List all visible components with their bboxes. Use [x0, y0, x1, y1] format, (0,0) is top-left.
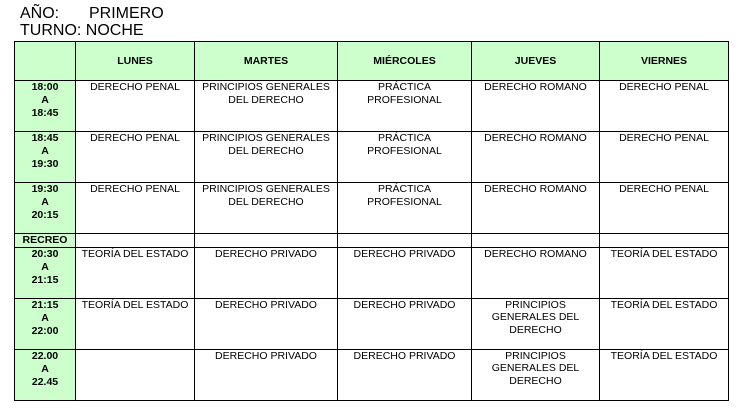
time-start: 19:30 [31, 183, 59, 195]
class-cell: DERECHO PENAL [76, 132, 195, 183]
class-cell: DERECHO ROMANO [472, 183, 600, 234]
class-cell: DERECHO PENAL [76, 81, 195, 132]
class-cell: TEORÍA DEL ESTADO [76, 247, 195, 298]
table-row [15, 132, 729, 183]
time-start: 22.00 [31, 349, 59, 362]
time-start: 20:30 [31, 247, 59, 260]
time-cell [15, 247, 76, 298]
year-label: AÑO: [20, 5, 60, 22]
time-end: 18:45 [31, 107, 59, 119]
time-sep: A [41, 196, 49, 208]
day-header: MIÉRCOLES [338, 42, 472, 81]
time-end: 19:30 [31, 158, 59, 170]
empty-cell [76, 234, 195, 248]
time-end: 20:15 [31, 209, 59, 221]
shift-value: NOCHE [85, 22, 144, 39]
time-start: 21:15 [31, 298, 59, 311]
time-start: 18:00 [31, 81, 59, 93]
time-sep: A [41, 362, 49, 375]
class-cell: PRÁCTICA PROFESIONAL [338, 183, 472, 234]
shift-label: TURNO: [20, 22, 82, 39]
class-cell: DERECHO PENAL [600, 132, 729, 183]
time-sep: A [41, 260, 49, 273]
class-cell: DERECHO ROMANO [472, 81, 600, 132]
time-cell [15, 132, 76, 183]
class-cell: DERECHO ROMANO [472, 247, 600, 298]
day-header: VIERNES [600, 42, 729, 81]
recess-label: RECREO [15, 234, 76, 248]
class-cell: DERECHO PRIVADO [195, 298, 338, 349]
time-sep: A [41, 94, 49, 106]
time-cell [15, 81, 76, 132]
class-cell: DERECHO PRIVADO [338, 349, 472, 400]
class-cell: PRINCIPIOS GENERALES DEL DERECHO [195, 132, 338, 183]
time-cell [15, 349, 76, 400]
class-cell: PRÁCTICA PROFESIONAL [338, 81, 472, 132]
class-cell: DERECHO PENAL [600, 183, 729, 234]
time-sep: A [41, 145, 49, 157]
shift-line [20, 22, 144, 40]
class-cell: DERECHO PENAL [600, 81, 729, 132]
time-start: 18:45 [31, 132, 59, 144]
class-cell: DERECHO PRIVADO [338, 247, 472, 298]
table-row [15, 81, 729, 132]
class-cell [76, 349, 195, 400]
table-row [15, 247, 729, 298]
empty-cell [195, 234, 338, 248]
class-cell: TEORÍA DEL ESTADO [76, 298, 195, 349]
day-header: MARTES [195, 42, 338, 81]
day-header-row [15, 42, 729, 81]
class-cell: TEORÍA DEL ESTADO [600, 298, 729, 349]
time-cell [15, 298, 76, 349]
day-header: JUEVES [472, 42, 600, 81]
class-cell: PRÁCTICA PROFESIONAL [338, 132, 472, 183]
class-cell: DERECHO PRIVADO [195, 349, 338, 400]
day-header: LUNES [76, 42, 195, 81]
class-cell: DERECHO PRIVADO [338, 298, 472, 349]
table-row [15, 298, 729, 349]
class-cell: PRINCIPIOS GENERALES DEL DERECHO [472, 298, 600, 349]
empty-cell [472, 234, 600, 248]
time-end: 22.45 [31, 375, 59, 388]
year-value: PRIMERO [89, 5, 164, 22]
empty-cell [600, 234, 729, 248]
class-cell: PRINCIPIOS GENERALES DEL DERECHO [195, 183, 338, 234]
table-row [15, 349, 729, 400]
schedule-table [14, 41, 729, 401]
time-cell [15, 183, 76, 234]
time-end: 22:00 [31, 324, 59, 337]
class-cell: DERECHO PENAL [76, 183, 195, 234]
time-sep: A [41, 311, 49, 324]
class-cell: TEORÍA DEL ESTADO [600, 349, 729, 400]
class-cell: PRINCIPIOS GENERALES DEL DERECHO [472, 349, 600, 400]
class-cell: DERECHO PRIVADO [195, 247, 338, 298]
empty-cell [338, 234, 472, 248]
recess-row [15, 234, 729, 248]
year-line [20, 5, 164, 23]
class-cell: DERECHO ROMANO [472, 132, 600, 183]
class-cell: PRINCIPIOS GENERALES DEL DERECHO [195, 81, 338, 132]
corner-cell [15, 42, 76, 81]
time-end: 21:15 [31, 273, 59, 286]
table-row [15, 183, 729, 234]
class-cell: TEORÍA DEL ESTADO [600, 247, 729, 298]
